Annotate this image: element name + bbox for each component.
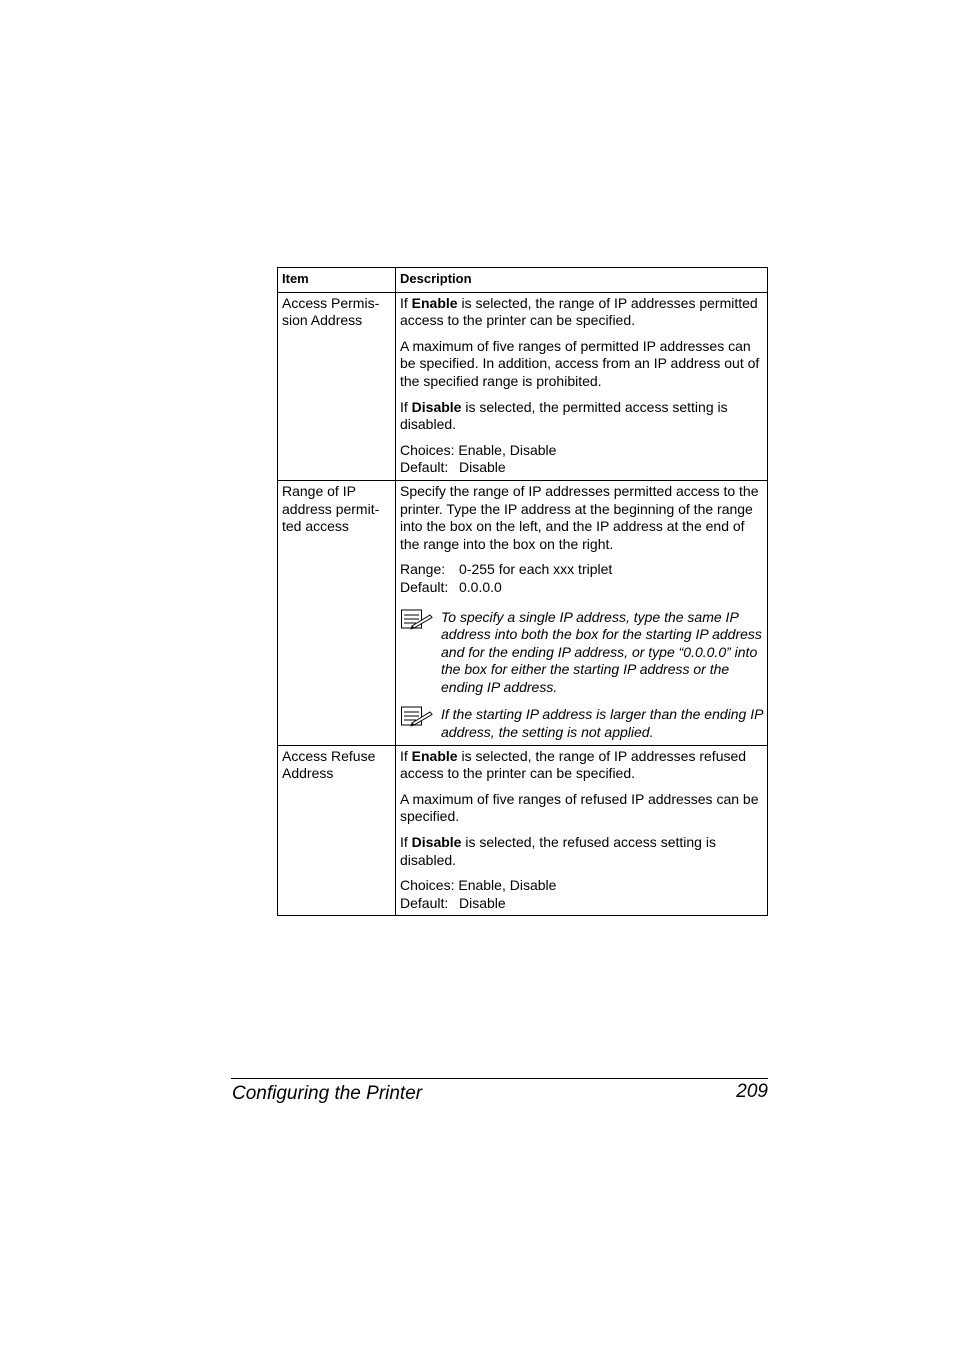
item-label: Access Permis- sion Address — [282, 294, 380, 329]
item-cell — [278, 745, 396, 916]
default-value: Disable — [459, 894, 506, 911]
paragraph: Specify the range of IP addresses permitted access to the printer. Type the IP address at the beginning of the range into the box on the left, and the IP address at the end of the range into the box on the right. — [400, 482, 759, 552]
default-value: 0.0.0.0 — [459, 578, 502, 595]
note-pencil-icon — [400, 609, 441, 697]
paragraph: If Enable is selected, the range of IP addresses permitted access to the printer can be specified. — [400, 294, 758, 329]
note-pencil-icon — [400, 706, 441, 741]
page-number: 209 — [736, 1081, 768, 1102]
item-cell — [278, 292, 396, 480]
paragraph: A maximum of five ranges of refused IP addresses can be specified. — [400, 790, 759, 825]
paragraph: If Disable is selected, the refused access setting is disabled. — [400, 834, 716, 868]
footer-divider — [231, 1078, 768, 1079]
paragraph: A maximum of five ranges of permitted IP addresses can be specified. In addition, access from an IP address out of the specified range is prohibited. — [400, 337, 760, 389]
table-header-row — [278, 268, 768, 293]
description-cell — [396, 292, 768, 480]
range-default — [400, 561, 764, 596]
item-label: Range of IP address permit- ted access — [282, 482, 380, 535]
table-row — [278, 745, 768, 916]
paragraph: If Enable is selected, the range of IP addresses refused access to the printer can be specified. — [400, 747, 747, 782]
description-cell — [396, 480, 768, 745]
choices-text: Choices: Enable, Disable — [400, 877, 557, 894]
choices-default — [400, 877, 764, 912]
range-value: 0-255 for each xxx triplet — [459, 561, 613, 578]
note — [400, 706, 764, 741]
table-row — [278, 292, 768, 480]
default-label: Default: — [400, 578, 449, 595]
choices-text: Choices: Enable, Disable — [400, 441, 557, 458]
settings-table — [277, 267, 768, 916]
note — [400, 609, 764, 697]
paragraph: If Disable is selected, the permitted access setting is disabled. — [400, 398, 728, 433]
range-label: Range: — [400, 561, 446, 578]
description-cell — [396, 745, 768, 916]
default-value: Disable — [459, 459, 506, 476]
choices-default — [400, 442, 764, 477]
header-description: Description — [396, 268, 768, 293]
note-text: To specify a single IP address, type the same IP address into both the box for the starting IP address and for the ending IP address, or type “0.0.0.0” into the box for either the starting IP address or the ending IP address. — [441, 608, 762, 695]
item-label: Access Refuse Address — [282, 747, 376, 782]
default-label: Default: — [400, 894, 449, 911]
default-label: Default: — [400, 459, 449, 476]
header-item: Item — [278, 268, 396, 293]
footer-title: Configuring the Printer — [232, 1083, 423, 1104]
table-row — [278, 480, 768, 745]
item-cell — [278, 480, 396, 745]
note-text: If the starting IP address is larger than the ending IP address, the setting is not applied. — [441, 706, 763, 741]
